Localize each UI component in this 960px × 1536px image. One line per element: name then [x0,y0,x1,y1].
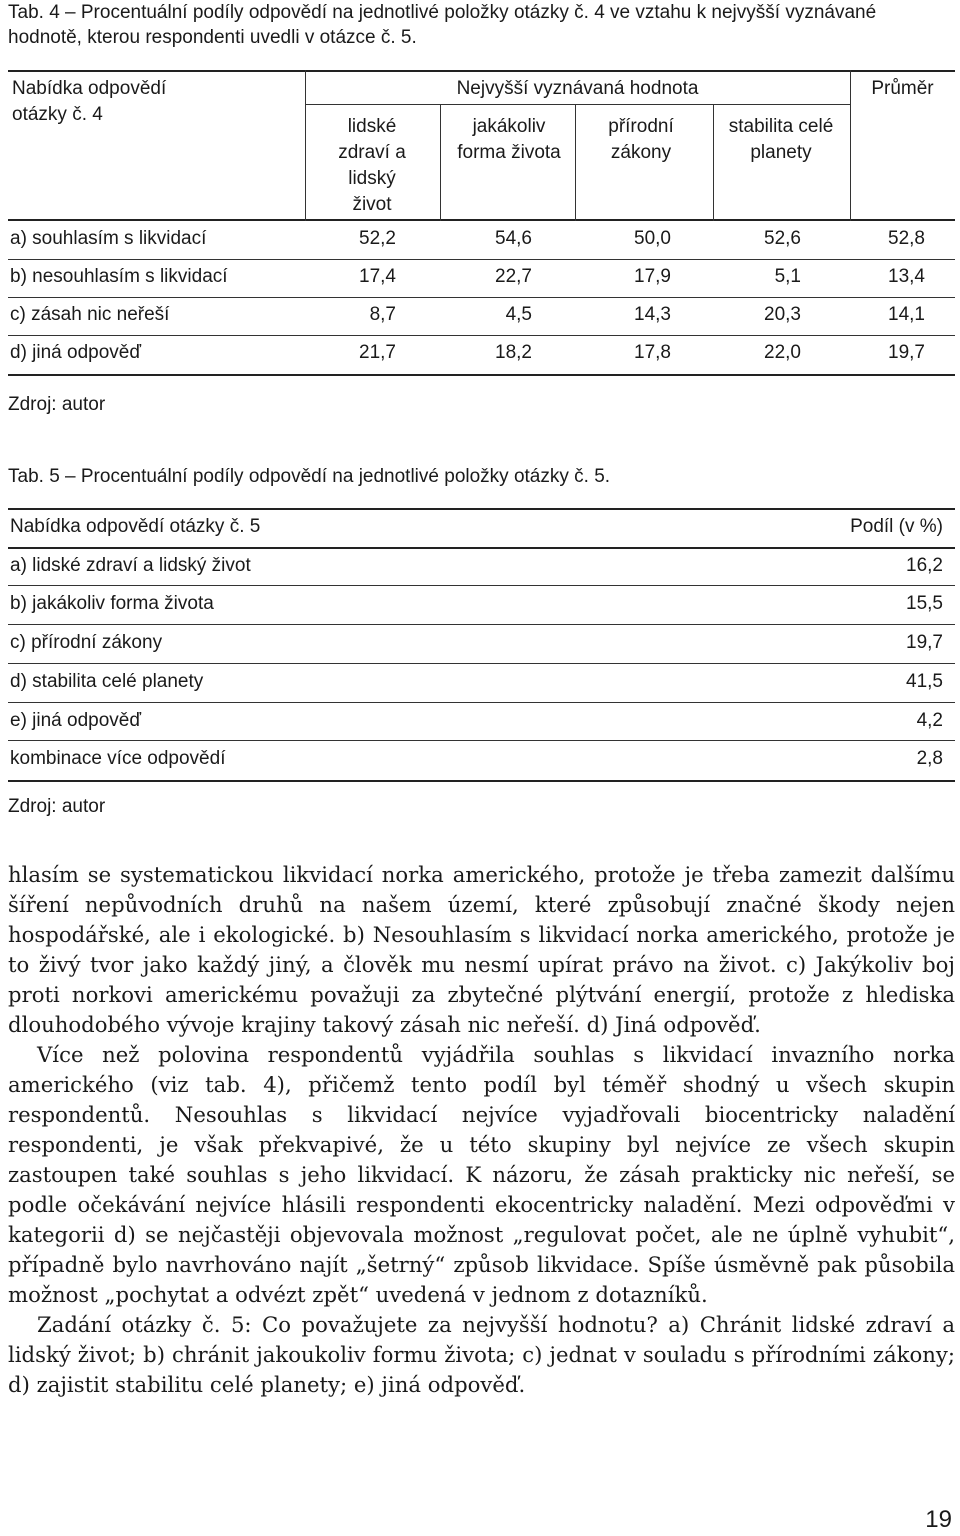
cell: 50,0 [634,228,671,249]
table4 [8,70,955,378]
table-row [8,585,955,623]
row-label: e) jiná odpověď [10,710,142,731]
table-row [8,740,955,778]
cell: 22,7 [495,266,532,287]
cell: 20,3 [764,304,801,325]
row-label: d) stabilita celé planety [10,671,204,692]
cell: 14,3 [634,304,671,325]
cell: 21,7 [359,342,396,363]
cell: 5,1 [774,266,801,287]
cell: 54,6 [495,228,532,249]
table-row [8,297,955,335]
paragraph: hlasím se systematickou likvidací norka amerického, protože je třeba zamezit dalšímu šíření nepůvodních druhů na našem území, které způsobují značné škody nejen hospodářské, ale i ekologické. b) Nesouhlasím s likvidací norka amerického, protože je to živý tvor jako každý jiný, a člověk mu nesmí upírat právo na život. c) Jakýkoliv boj proti norkovi americkému považuji za zbytečné plýtvání energií, protože z hlediska dlouhodobého vývoje krajiny takový zásah nic neřeší. d) Jiná odpověď. [8,862,955,1037]
table4-source: Zdroj: autor [8,394,106,415]
table-row [8,335,955,373]
table-row [8,259,955,297]
table4-avg-header: Průměr [871,78,934,99]
row-label: b) nesouhlasím s likvidací [10,266,228,287]
row-label: c) zásah nic neřeší [10,304,170,325]
cell: 52,2 [359,228,396,249]
table4-row-header: Nabídka odpovědí otázky č. 4 [12,78,167,125]
table-row [8,221,955,259]
cell: 2,8 [916,748,943,769]
paragraph: Více než polovina respondentů vyjádřila souhlas s likvidací invazního norka amerického (viz tab. 4), přičemž tento podíl byl téměř shodný u všech skupin respondentů. Nesouhlas s likvidací nejvíce vyjadřovali biocentricky naladění respondenti, je však překvapivé, že u této skupiny byl nejvíce ze všech skupin zastoupen také souhlas s jeho likvidací. K názoru, že zásah prakticky nic neřeší, se podle očekávání nejvíce hlásili respondenti ekocentricky naladění. Mezi odpověďmi v kategorii d) se nejčastěji objevovala možnost „regulovat počet, ale ne úplně vyhubit“, případně bylo navrhováno najít „šetrný“ způsob likvidace. Spíše úsměvně pak působila možnost „pochytat a odvézt zpět“ uvedená v jednom z dotazníků. [8,1042,955,1307]
body-text [8,860,955,1400]
table4-col-header-3: přírodní zákony [608,116,674,163]
table5-header-value: Podíl (v %) [850,516,943,537]
cell: 15,5 [906,593,943,614]
cell: 19,7 [888,342,925,363]
cell: 22,0 [764,342,801,363]
table4-col-header-1: lidské zdraví a lidský život [338,116,406,215]
table-row [8,663,955,701]
cell: 17,9 [634,266,671,287]
table5-caption: Tab. 5 – Procentuální podíly odpovědí na jednotlivé položky otázky č. 5. [8,466,611,487]
row-label: d) jiná odpověď [10,342,142,363]
cell: 52,8 [888,228,925,249]
table-row [8,702,955,740]
table4-group-header: Nejvyšší vyznávaná hodnota [456,78,699,99]
row-label: a) lidské zdraví a lidský život [10,555,251,576]
row-label: kombinace více odpovědí [10,748,226,769]
cell: 52,6 [764,228,801,249]
cell: 16,2 [906,555,943,576]
row-label: c) přírodní zákony [10,632,163,653]
cell: 8,7 [369,304,396,325]
cell: 13,4 [888,266,925,287]
cell: 17,4 [359,266,396,287]
table5-header-label: Nabídka odpovědí otázky č. 5 [10,516,261,537]
row-label: a) souhlasím s likvidací [10,228,207,249]
table4-col-header-4: stabilita celé planety [728,116,834,163]
paragraph: Zadání otázky č. 5: Co považujete za nejvyšší hodnotu? a) Chránit lidské zdraví a lidský život; b) chránit jakoukoliv formu života; c) jednat v souladu s přírodními zákony; d) zajistit stabilitu celé planety; e) jiná odpověď. [8,1312,955,1397]
cell: 18,2 [495,342,532,363]
table4-caption: Tab. 4 – Procentuální podíly odpovědí na jednotlivé položky otázky č. 4 ve vztahu k nejvyšší vyznávané hodnotě, kterou respondenti uvedli v otázce č. 5. [8,2,877,48]
table4-col-header-2: jakákoliv forma života [457,116,561,163]
cell: 19,7 [906,632,943,653]
row-label: b) jakákoliv forma života [10,593,214,614]
cell: 14,1 [888,304,925,325]
table-row [8,624,955,662]
table-row [8,547,955,585]
table5-source: Zdroj: autor [8,796,106,817]
cell: 4,5 [505,304,532,325]
cell: 41,5 [906,671,943,692]
page-number: 19 [925,1506,952,1533]
table5-header [8,508,955,546]
cell: 4,2 [916,710,943,731]
cell: 17,8 [634,342,671,363]
